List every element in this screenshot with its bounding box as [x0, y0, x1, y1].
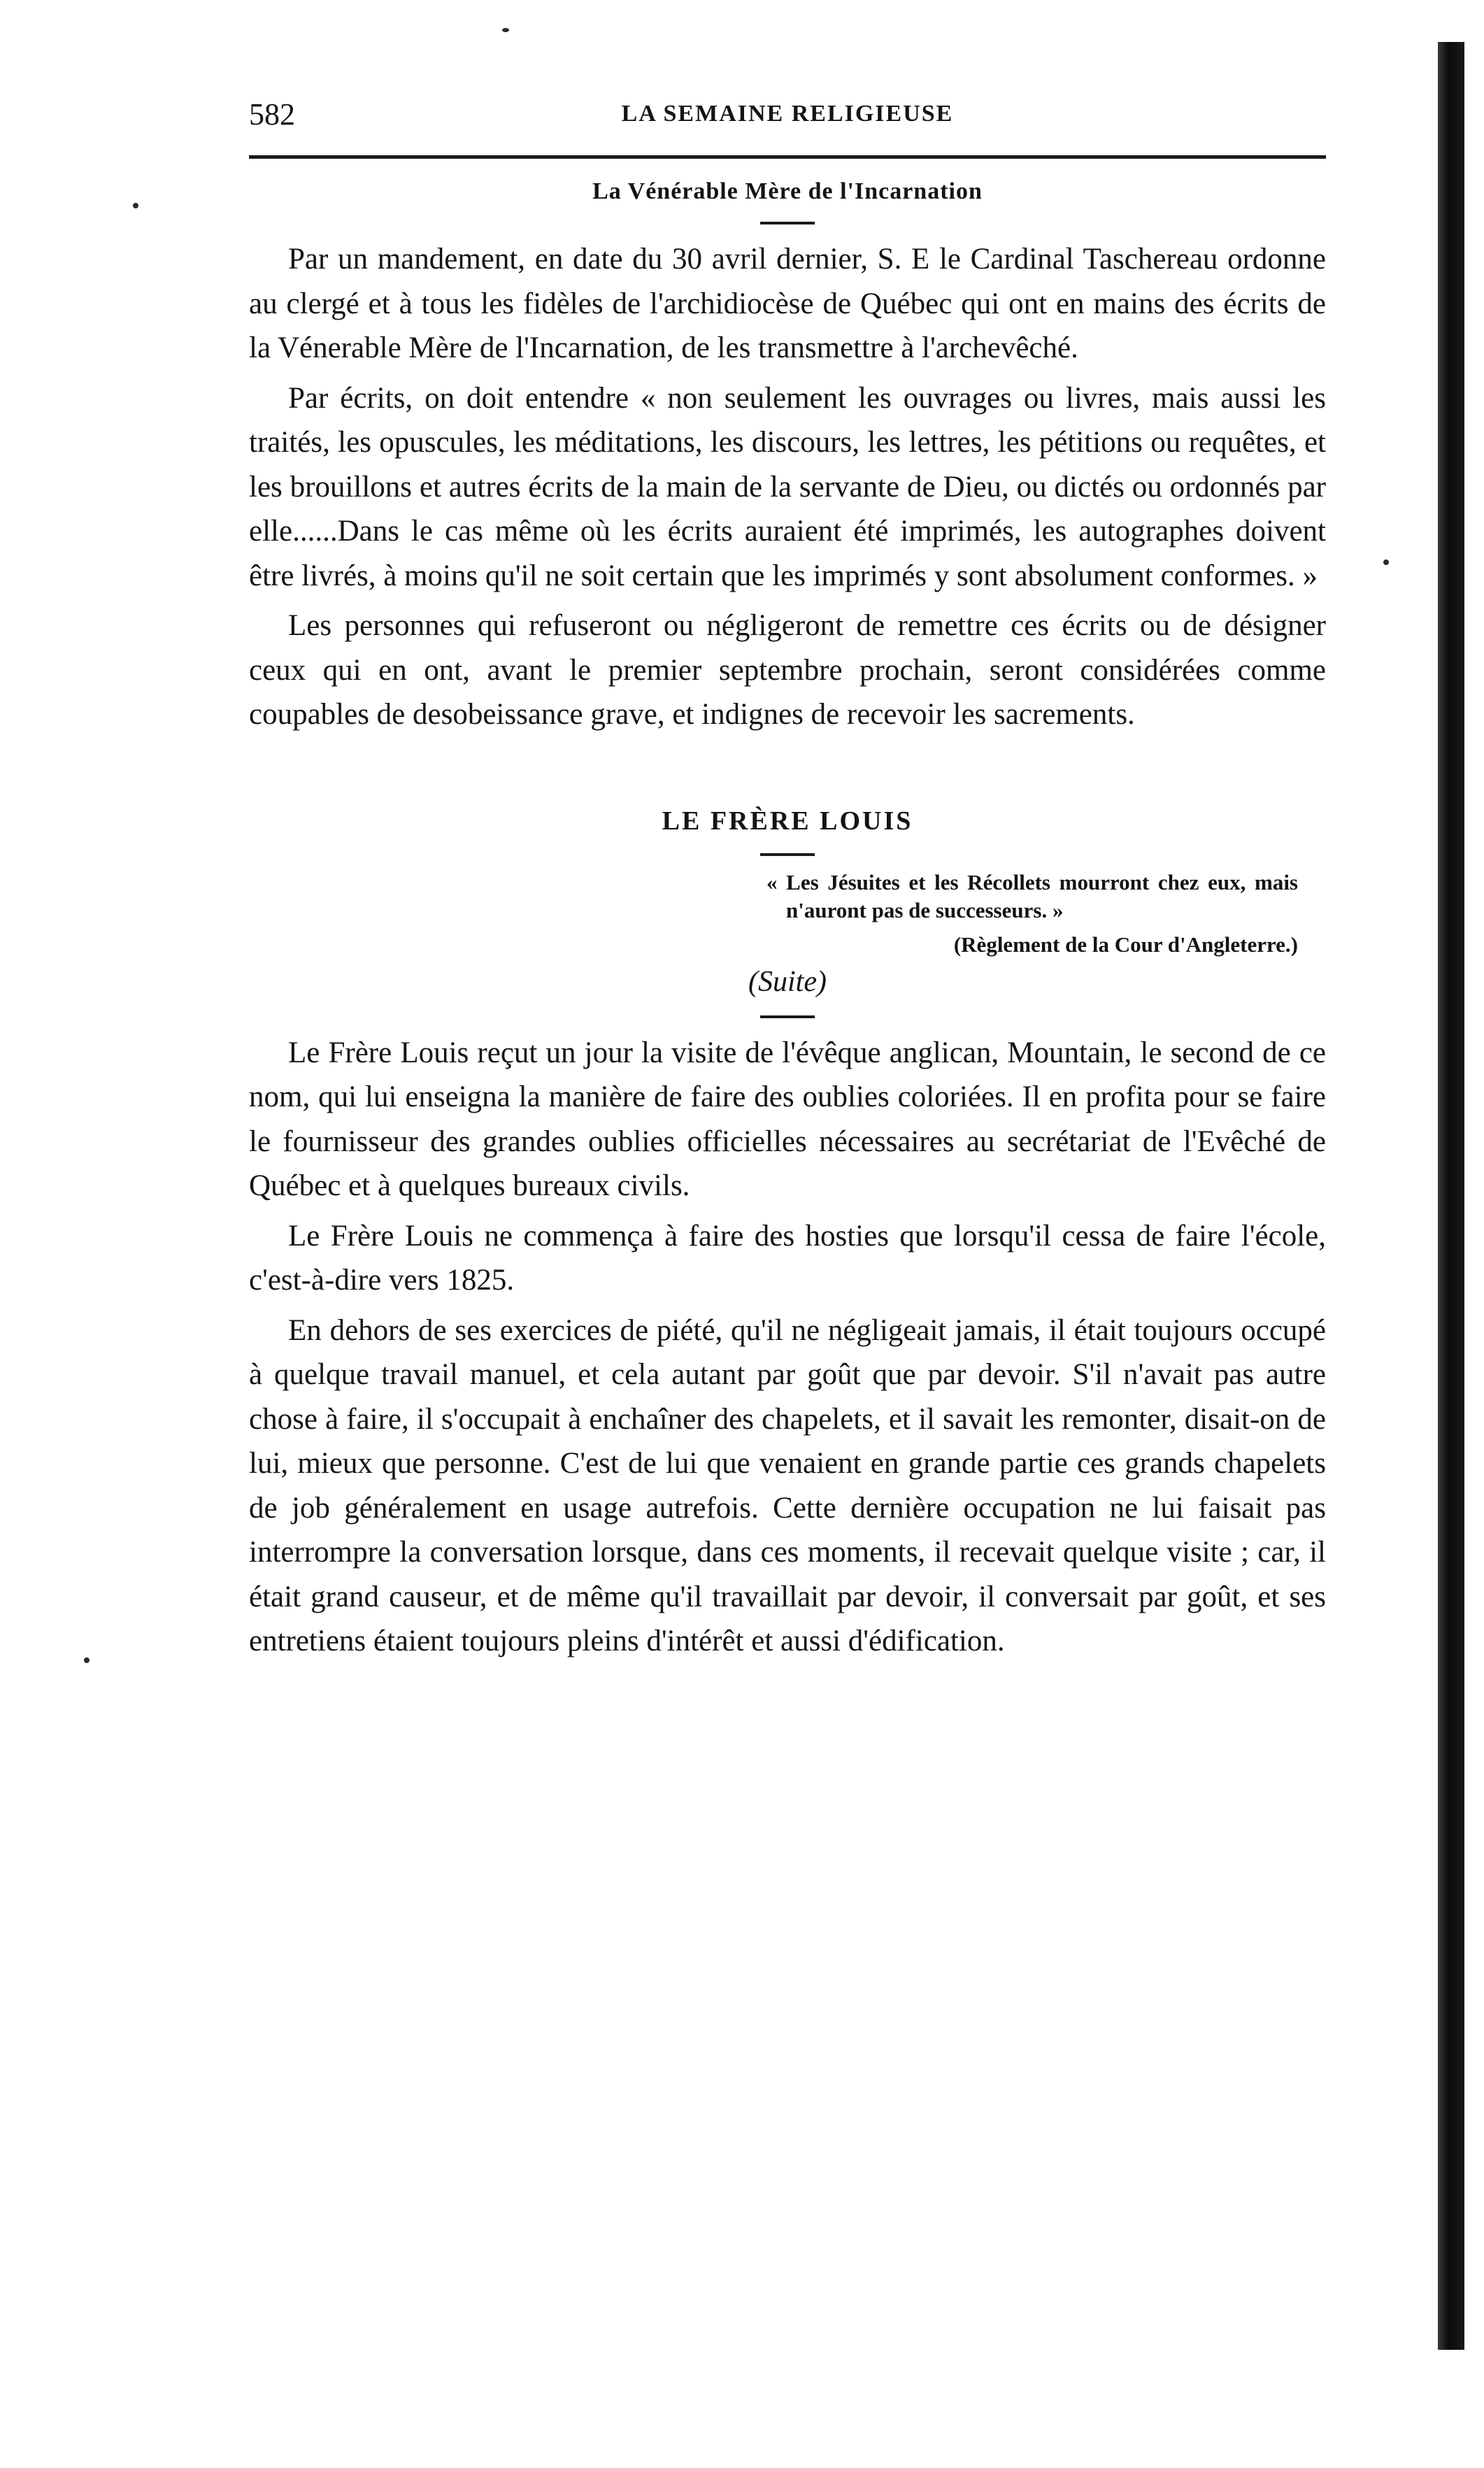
section-divider	[760, 1015, 815, 1018]
header-rule	[249, 155, 1326, 159]
paragraph: Le Frère Louis reçut un jour la visite de l'évêque anglican, Mountain, le second de ce nom, qui lui enseigna la manière de faire des oublies coloriées. Il en profita pour se faire le fournisseur des grandes oublies officielles nécessaires au secrétariat de l'Evêché de Québec et à quelques bureaux civils.	[249, 1036, 1326, 1202]
paragraph: Les personnes qui refuseront ou négligeront de remettre ces écrits ou de désigner ceux qui en ont, avant le premier septembre prochain, seront considérées comme coupables de desobeissance grave, et indignes de recevoir les sacrements.	[249, 609, 1326, 731]
epigraph	[766, 869, 1298, 961]
scan-speck	[1383, 559, 1389, 565]
section-gap	[249, 743, 1326, 806]
epigraph-quote: « Les Jésuites et les Récollets mourront chez eux, mais n'auront pas de successeurs. »	[766, 869, 1298, 922]
section-venerable-mere	[249, 178, 1326, 737]
continued-label: (Suite)	[748, 965, 827, 998]
paragraph: Le Frère Louis ne commença à faire des hosties que lorsqu'il cessa de faire l'école, c'est-à-dire vers 1825.	[249, 1219, 1326, 1297]
section-title: LE FRÈRE LOUIS	[662, 806, 913, 836]
scan-speck	[133, 203, 138, 208]
section-divider	[760, 853, 815, 856]
epigraph-source: (Règlement de la Cour d'Angleterre.)	[953, 932, 1298, 957]
scan-speck	[84, 1657, 90, 1663]
section-title: La Vénérable Mère de l'Incarnation	[592, 178, 983, 204]
section-frere-louis	[249, 806, 1326, 1664]
journal-title: LA SEMAINE RELIGIEUSE	[621, 101, 954, 127]
paragraph: En dehors de ses exercices de piété, qu'il ne négligeait jamais, il était toujours occupé à quelque travail manuel, et cela autant par goût que par devoir. S'il n'avait pas autre chose à faire, il s'occupait à enchaîner des chapelets, et il savait les remonter, disait-on de lui, mieux que personne. C'est de lui que venaient en grande partie ces grands chapelets de job généralement en usage autrefois. Cette dernière occupation ne lui faisait pas interrompre la conversation lorsque, dans ces moments, il recevait quelque visite ; car, il était grand causeur, et de même qu'il travaillait par devoir, il conversait par goût, et ses entretiens étaient toujours pleins d'intérêt et aussi d'édification.	[249, 1313, 1326, 1657]
scan-speck	[502, 28, 509, 32]
page-number: 582	[249, 97, 295, 131]
section-divider	[760, 222, 815, 224]
running-head	[249, 91, 1326, 140]
document-page	[249, 91, 1326, 1669]
scan-edge-shadow	[1438, 42, 1464, 2350]
paragraph: Par écrits, on doit entendre « non seulement les ouvrages ou livres, mais aussi les traités, les opuscules, les méditations, les discours, les lettres, les pétitions ou requêtes, et les brouillons et autres écrits de la main de la servante de Dieu, ou dictés ou ordonnés par elle......Dans le cas même où les écrits auraient été imprimés, les autographes doivent être livrés, à moins qu'il ne soit certain que les imprimés y sont absolument conformes. »	[249, 381, 1326, 592]
paragraph: Par un mandement, en date du 30 avril dernier, S. E le Cardinal Taschereau ordonne au clergé et à tous les fidèles de l'archidiocèse de Québec qui ont en mains des écrits de la Vénerable Mère de l'Incarnation, de les transmettre à l'archevêché.	[249, 243, 1326, 364]
